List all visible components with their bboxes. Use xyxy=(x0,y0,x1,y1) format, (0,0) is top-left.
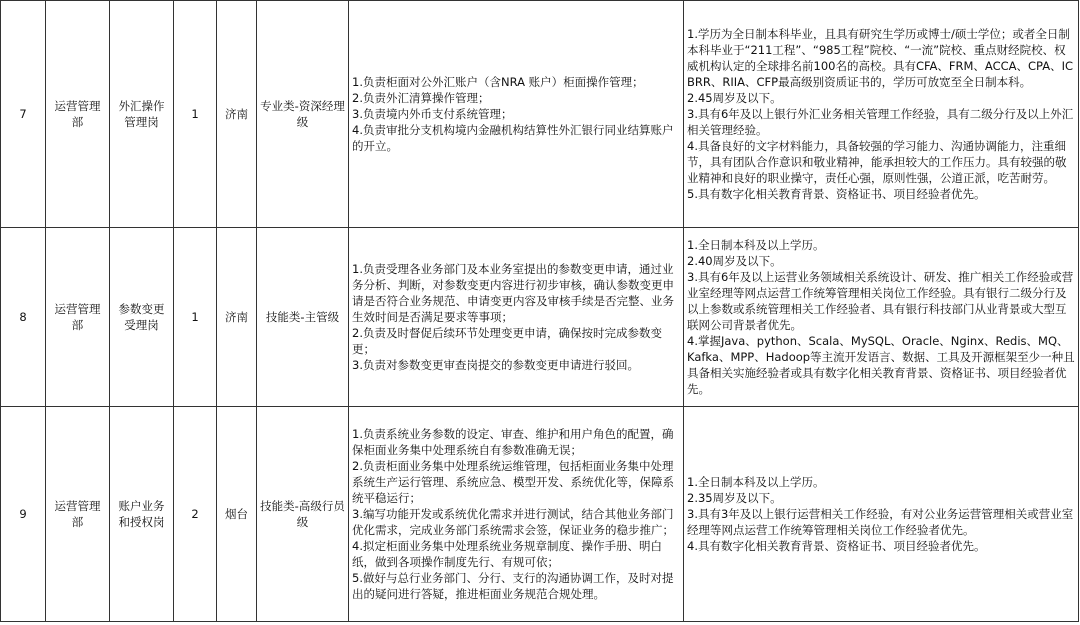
headcount-cell: 1 xyxy=(174,1,217,228)
duty-item: 2.负责及时督促后续环节处理变更申请，确保按时完成参数变更； xyxy=(352,326,662,356)
requirement-item: 5.具有数字化相关教育背景、资格证书、项目经验者优先。 xyxy=(687,187,986,201)
requirement-item: 1.全日制本科及以上学历。 xyxy=(687,238,825,252)
location-cell: 济南 xyxy=(217,1,257,228)
requirement-item: 4.具备良好的文字材料能力，具备较强的学习能力、沟通协调能力，注重细节，具有团队合作意识和敬业精神，能承担较大的工作压力。具有较强的敬业精神和良好的职业操守，责任心强，原则性强，公道正派，吃苦耐劳。 xyxy=(687,139,1067,185)
requirements-cell xyxy=(684,1,1079,228)
requirements-cell xyxy=(684,407,1079,622)
row-index: 9 xyxy=(1,407,46,622)
requirement-item: 2.45周岁及以下。 xyxy=(687,91,782,105)
position-cell: 外汇操作管理岗 xyxy=(110,1,174,228)
requirement-item: 1.学历为全日制本科毕业，且具有研究生学历或博士/硕士学位；或者全日制本科毕业于“211工程”、“985工程”院校、“一流”院校、重点财经院校、权威机构认定的全球排名前100名的高校。具有CFA、FRM、ACCA、CPA、ICBRR、RIIA、CFP最高级别资质证书的，学历可放宽至全日制本科。 xyxy=(687,27,1074,89)
duty-item: 1.负责系统业务参数的设定、审查、维护和用户角色的配置，确保柜面业务集中处理系统自有参数准确无误； xyxy=(352,427,674,457)
requirement-item: 1.全日制本科及以上学历。 xyxy=(687,475,825,489)
department-cell: 运营管理部 xyxy=(46,228,110,407)
table-row xyxy=(1,1,1079,228)
department-cell: 运营管理部 xyxy=(46,407,110,622)
requirements-cell xyxy=(684,228,1079,407)
table-row xyxy=(1,407,1079,622)
duty-item: 3.负责境内外币支付系统管理； xyxy=(352,107,513,121)
table-row xyxy=(1,228,1079,407)
duty-item: 4.拟定柜面业务集中处理系统业务规章制度、操作手册、明白纸，做到各项操作制度先行、有规可依； xyxy=(352,539,662,569)
position-cell: 参数变更受理岗 xyxy=(110,228,174,407)
duty-item: 4.负责审批分支机构境内金融机构结算性外汇银行同业结算账户的开立。 xyxy=(352,123,674,153)
duty-item: 2.负责柜面业务集中处理系统运维管理，包括柜面业务集中处理系统生产运行管理、系统应急、模型开发、系统优化等，保障系统平稳运行； xyxy=(352,459,674,505)
headcount-cell: 1 xyxy=(174,228,217,407)
duty-item: 3.负责对参数变更审查岗提交的参数变更申请进行驳回。 xyxy=(352,358,639,372)
duty-item: 1.负责柜面对公外汇账户（含NRA 账户）柜面操作管理； xyxy=(352,75,644,89)
category-cell: 专业类-资深经理级 xyxy=(257,1,349,228)
category-cell: 技能类-主管级 xyxy=(257,228,349,407)
location-cell: 济南 xyxy=(217,228,257,407)
department-cell: 运营管理部 xyxy=(46,1,110,228)
duties-cell xyxy=(349,228,684,407)
duty-item: 2.负责外汇清算操作管理； xyxy=(352,91,490,105)
requirement-item: 3.具有6年及以上运营业务领域相关系统设计、研发、推广相关工作经验或营业室经理等网点运营工作统筹管理相关岗位工作经验。具有银行二级分行及以上参数或系统管理相关工作经验者、具有银行科技部门从业背景或大型互联网公司背景者优先。 xyxy=(687,270,1074,332)
category-cell: 技能类-高级行员级 xyxy=(257,407,349,622)
requirement-item: 4.具有数字化相关教育背景、资格证书、项目经验者优先。 xyxy=(687,539,986,553)
requirement-item: 4.掌握Java、python、Scala、MySQL、Oracle、Nginx、Redis、MQ、Kafka、MPP、Hadoop等主流开发语言、数据、工具及开源框架至少一种且具备相关实施经验者或具有数字化相关教育背景、资格证书、项目经验者优先。 xyxy=(687,334,1075,396)
location-cell: 烟台 xyxy=(217,407,257,622)
duty-item: 3.编写功能开发或系统优化需求并进行测试，结合其他业务部门优化需求，完成业务部门系统需求会签，保证业务的稳步推广； xyxy=(352,507,674,537)
row-index: 8 xyxy=(1,228,46,407)
duties-cell xyxy=(349,407,684,622)
duty-item: 1.负责受理各业务部门及本业务室提出的参数变更申请，通过业务分析、判断，对参数变更内容进行初步审核，确认参数变更申请是否符合业务规范、申请变更内容及审核手续是否完整、业务生效时间是否满足要求等事项； xyxy=(352,262,674,324)
duties-cell xyxy=(349,1,684,228)
requirement-item: 3.具有3年及以上银行运营相关工作经验，有对公业务运营管理相关或营业室经理等网点运营工作统筹管理相关岗位工作经验者优先。 xyxy=(687,507,1074,537)
requirement-item: 2.40周岁及以下。 xyxy=(687,254,782,268)
position-cell: 账户业务和授权岗 xyxy=(110,407,174,622)
headcount-cell: 2 xyxy=(174,407,217,622)
requirement-item: 2.35周岁及以下。 xyxy=(687,491,782,505)
row-index: 7 xyxy=(1,1,46,228)
requirement-item: 3.具有6年及以上银行外汇业务相关管理工作经验，具有二级分行及以上外汇相关管理经验。 xyxy=(687,107,1074,137)
duty-item: 5.做好与总行业务部门、分行、支行的沟通协调工作，及时对提出的疑问进行答疑，推进柜面业务规范合规处理。 xyxy=(352,571,674,601)
